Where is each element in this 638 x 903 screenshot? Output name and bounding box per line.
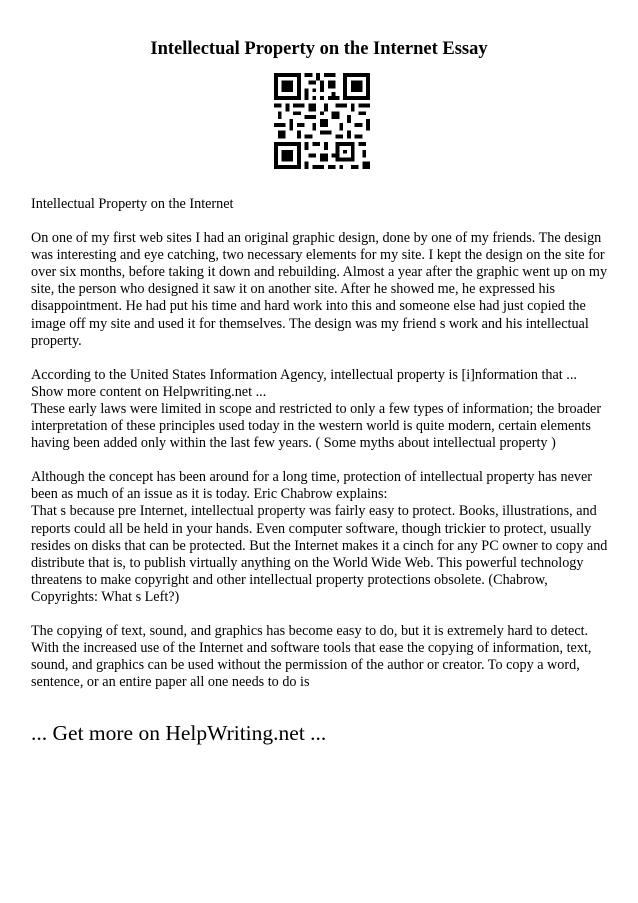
qr-code-icon [274, 73, 370, 169]
paragraph: Although the concept has been around for a long time, protection of intellectual property has never been as much of an issue as it is today. Eric Chabrow explains: [31, 469, 593, 503]
paragraph: On one of my first web sites I had an original graphic design, done by one of my friends. The design was interesting and eye catching, two necessary elements for my site. I kept the design on the site for over six months, before taking it down and rebuilding. Almost a year after the graphic went up on my site, the person who designed it saw it on another site. After he showed me, he expressed his disappointment. He had put his time and hard work into this and someone else had just copied the image off my site and used it for themselves. The design was my friend s work and his intellectual property. [31, 230, 608, 349]
essay-heading: Intellectual Property on the Internet [31, 196, 234, 212]
paragraph: According to the United States Information Agency, intellectual property is [i]nformation that ... Show more content on Helpwriting.net ... [31, 366, 577, 400]
get-more-link[interactable]: ... Get more on HelpWriting.net ... [31, 721, 327, 745]
essay-body [31, 196, 611, 708]
paragraph: That s because pre Internet, intellectual property was fairly easy to protect. Books, illustrations, and reports could all be held in your hands. Even computer software, though trickier to protect, usually resides on disks that can be protected. But the Internet makes it a cinch for any PC owner to copy and distribute that is, to publish virtually anything on the World Wide Web. This powerful technology threatens to make copyright and other intellectual property protections obsolete. (Chabrow, Copyrights: What s Left?) [31, 503, 608, 605]
document-title: Intellectual Property on the Internet Essay [150, 39, 488, 59]
paragraph: These early laws were limited in scope and restricted to only a few types of information; the broader interpretation of these principles used today in the western world is quite modern, certain elements having been added only within the last few years. ( Some myths about intellectual property ) [31, 400, 602, 452]
paragraph: The copying of text, sound, and graphics has become easy to do, but it is extremely hard to detect. With the increased use of the Internet and software tools that ease the copying of information, text, sound, and graphics can be used without the permission of the author or creator. To copy a word, sentence, or an entire paper all one needs to do is [31, 622, 592, 691]
